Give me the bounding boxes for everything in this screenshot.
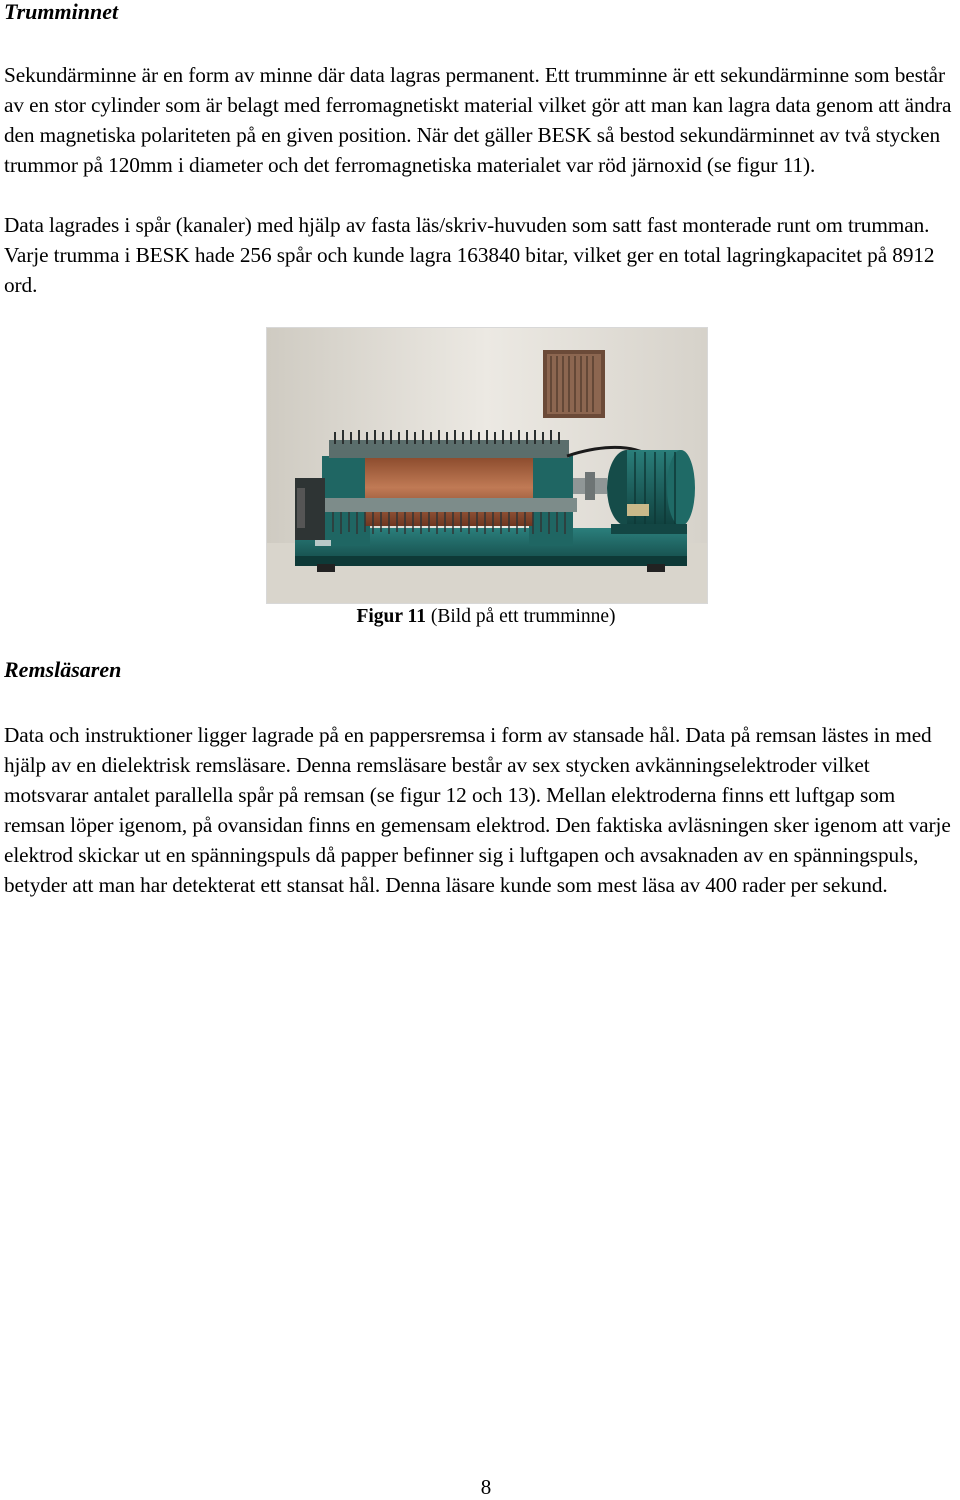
- drum-memory-photo: [266, 327, 708, 604]
- paragraph-trumminne-tracks: Data lagrades i spår (kanaler) med hjälp av fasta läs/skriv-huvuden som satt fast monterade runt om trumman. Varje trumma i BESK hade 256 spår och kunde lagra 163840 bitar, vilket ger en total lagringkapacitet på 8912 ord.: [4, 213, 935, 297]
- figure-caption-label: Figur 11: [356, 606, 426, 627]
- figure-caption-text: (Bild på ett trumminne): [425, 606, 616, 627]
- figure-caption: [0, 604, 960, 630]
- section-heading-remslasaren: Remsläsaren: [4, 657, 122, 682]
- page-number: 8: [480, 1475, 492, 1499]
- paragraph-remslasaren: Data och instruktioner ligger lagrade på en pappersremsa i form av stansade hål. Data på remsan lästes in med hjälp av en dielektrisk remsläsare. Denna remsläsare består av sex stycken avkänningselektroder vilket motsvarar antalet parallella spår på remsan (se figur 12 och 13). Mellan elektroderna finns ett luftgap som remsan löper igenom, på ovansidan finns en gemensam elektrod. Den faktiska avläsningen sker igenom att varje elektrod skickar ut en spänningspuls då papper befinner sig i luftgapen och avsaknaden av en spänningspuls, betyder att man har detekterat ett stansat hål. Denna läsare kunde som mest läsa av 400 rader per sekund.: [4, 723, 951, 897]
- paragraph-trumminne-intro: Sekundärminne är en form av minne där data lagras permanent. Ett trumminne är ett sekundärminne som består av en stor cylinder som är belagt med ferromagnetiskt material vilket gör att man kan lagra data genom att ändra den magnetiska polariteten på en given position. När det gäller BESK så bestod sekundärminnet av två stycken trummor på 120mm i diameter och det ferromagnetiska materialet var röd järnoxid (se figur 11).: [4, 63, 952, 177]
- section-heading-trumminnet: Trumminnet: [4, 0, 119, 24]
